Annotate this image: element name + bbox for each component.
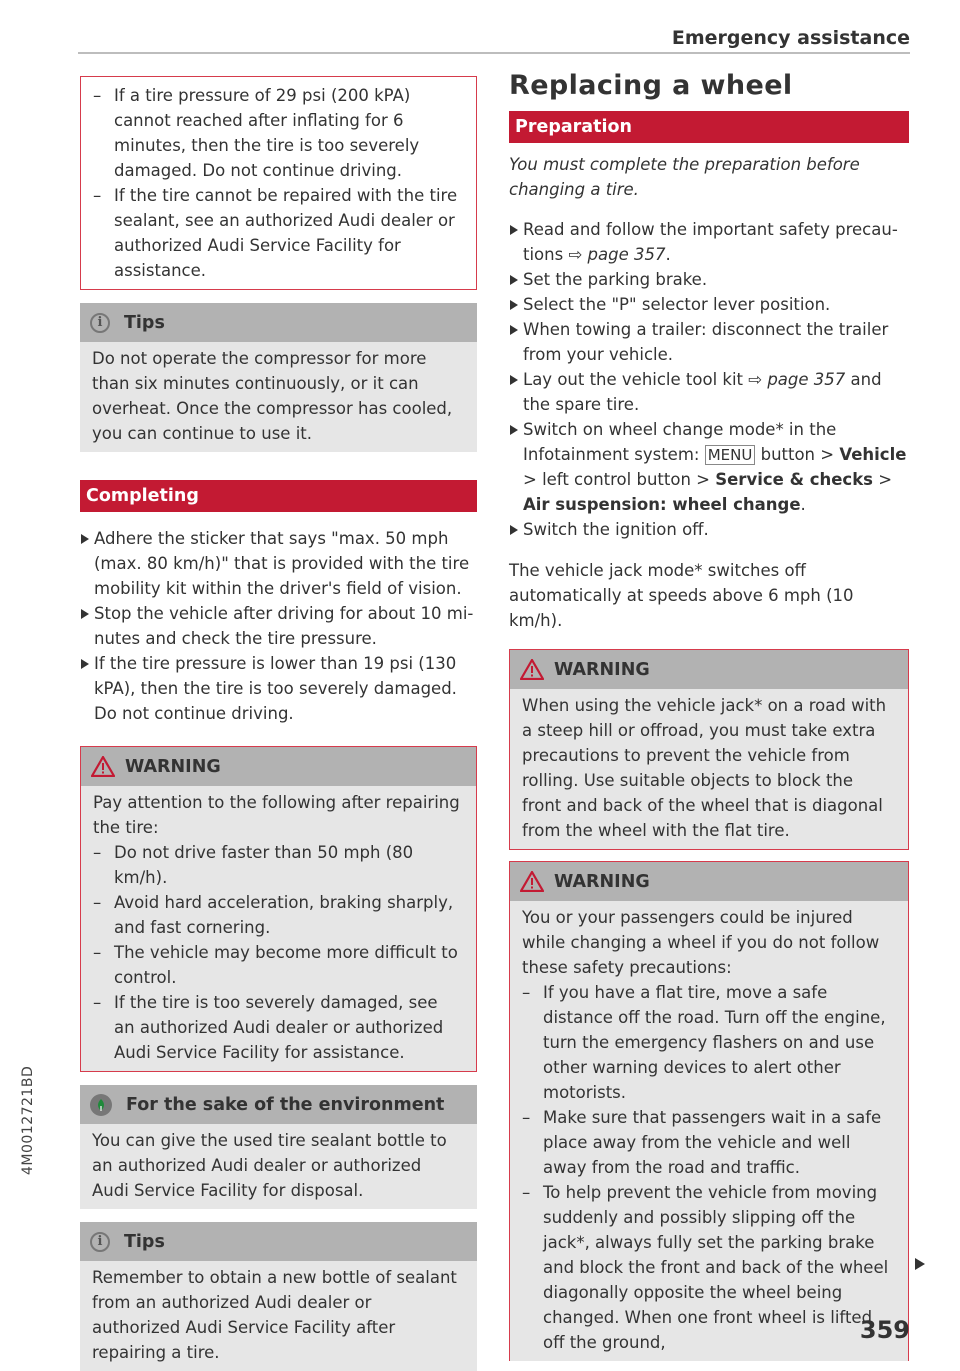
environment-icon [90,1094,112,1116]
step-text: Read and follow the important safety precautions [523,220,898,264]
list-item: – If the tire cannot be repaired with the tire sealant, see an authorized Audi dealer or authorized Audi Service Facility for assistance. [93,183,462,283]
step-text: Lay out the vehicle tool kit [523,370,744,389]
section-title: Emergency assistance [671,27,910,49]
document-code-text: 4M0012721BD [20,1065,36,1175]
completing-list [80,526,477,726]
tips-text: Remember to obtain a new bottle of sealant from an authorized Audi dealer or authorized Audi Service Facility after repairing a tire. [92,1268,457,1362]
warning-header [510,862,908,901]
step-text: . [665,245,671,264]
page-number: 359 [859,1316,910,1344]
continued-arrow-icon [915,1258,925,1270]
right-column [509,70,909,1361]
page-reference-link[interactable]: ⇨ page 357 [748,370,846,389]
environment-text: You can give the used tire sealant bottle to an authorized Audi dealer or authorized Audi Service Facility for disposal. [92,1131,447,1200]
list-item: – If a tire pressure of 29 psi (200 kPA) cannot reached after inflating for 6 minutes, then the tire is too severely damaged. Do not continue driving. [93,83,462,183]
warning-triangle-icon [520,871,544,892]
environment-header [80,1085,477,1124]
environment-box [80,1085,477,1209]
tips-title: Tips [124,312,165,333]
info-icon: i [90,1232,110,1252]
warning-box [509,861,909,1361]
tips-text: Do not operate the compressor for more than six minutes continuously, or it can overheat. Once the compressor has cooled, you can continue to use it. [92,349,453,443]
page-heading: Replacing a wheel [509,70,793,101]
list-item: Adhere the sticker that says "max. 50 mph (max. 80 km/h)" that is provided with the tire mobility kit within the driver's field of vision. [80,526,477,601]
list-item: Switch the ignition off. [509,517,909,542]
header-rule [78,52,910,54]
list-item: Set the parking brake. [509,267,909,292]
warning-triangle-icon [520,659,544,680]
step-text: and the spare tire. [523,370,882,414]
preparation-steps [509,217,909,542]
warning-text: When using the vehicle jack* on a road with a steep hill or offroad, you must take extra precautions to prevent the vehicle from rolling. Use suitable objects to block the front and back of the wheel that is diagonal from the wheel with the flat tire. [522,696,887,840]
list-item: – To help prevent the vehicle from moving suddenly and possibly slipping off the jack*, always fully set the parking brake and block the front and back of the wheel diagonally opposite the wheel being changed. When one front wheel is lifted off the ground, [522,1180,894,1355]
warning-title: WARNING [554,659,650,680]
step-text: > [878,470,893,489]
list-item: – Avoid hard acceleration, braking sharply, and fast cornering. [93,890,462,940]
completing-heading [80,480,477,512]
menu-path-vehicle: Vehicle [839,445,907,464]
environment-title: For the sake of the environment [126,1094,445,1115]
tips-header [80,1222,477,1261]
step-text: button > [760,445,835,464]
step-text: Switch on wheel change mode* in the Infotainment system: [523,420,837,464]
warning-header [81,747,476,786]
preparation-heading [509,111,909,143]
menu-path-service: Service & checks [715,470,873,489]
list-item [509,367,909,417]
page-reference-link[interactable]: ⇨ page 357 [568,245,666,264]
jack-mode-note: The vehicle jack mode* switches off automatically at speeds above 6 mph (10 km/h). [509,561,854,630]
step-text: . [800,495,806,514]
preparation-title: Preparation [515,117,632,137]
warning-box [509,649,909,850]
list-item: – Do not drive faster than 50 mph (80 km/h). [93,840,462,890]
warning-triangle-icon [91,756,115,777]
list-item: Select the "P" selector lever position. [509,292,909,317]
warning-header [510,650,908,689]
tips-box [80,1222,477,1371]
list-item [509,417,909,517]
tips-header [80,303,477,342]
completing-title: Completing [86,486,199,506]
warning-box [80,746,477,1072]
list-item: – The vehicle may become more difficult to control. [93,940,462,990]
warning-intro: Pay attention to the following after repairing the tire: [93,793,460,837]
list-item: – If you have a flat tire, move a safe distance off the road. Turn off the engine, turn the emergency flashers on and use other warning devices to alert other motorists. [522,980,894,1105]
menu-path-air-suspension: Air suspension: wheel change [523,495,801,514]
list-item: If the tire pressure is lower than 19 psi (130 kPA), then the tire is too severely damaged. Do not continue driving. [80,651,477,726]
warning-title: WARNING [554,871,650,892]
list-item: – Make sure that passengers wait in a safe place away from the vehicle and well away from the road and traffic. [522,1105,894,1180]
preparation-intro: You must complete the preparation before changing a tire. [509,155,860,199]
warning-intro: You or your passengers could be injured while changing a wheel if you do not follow these safety precautions: [522,908,880,977]
continued-warning-box [80,76,477,290]
tips-title: Tips [124,1231,165,1252]
tips-box [80,303,477,452]
step-text: > left control button > [523,470,710,489]
menu-key: MENU [705,445,756,465]
list-item [509,217,909,267]
warning-title: WARNING [125,756,221,777]
left-column [80,76,477,1371]
list-item: When towing a trailer: disconnect the trailer from your vehicle. [509,317,909,367]
info-icon: i [90,313,110,333]
list-item: – If the tire is too severely damaged, see an authorized Audi dealer or authorized Audi Service Facility for assistance. [93,990,462,1065]
list-item: Stop the vehicle after driving for about 10 minutes and check the tire pressure. [80,601,477,651]
